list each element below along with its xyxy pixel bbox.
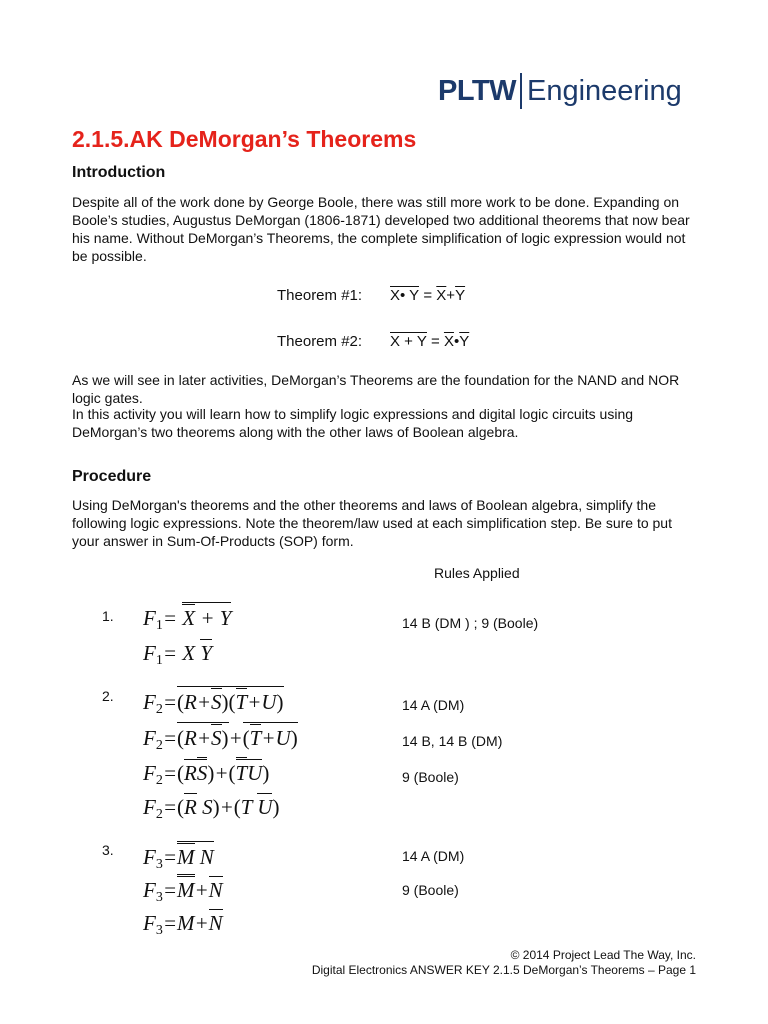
problem-3-rule-1: 14 A (DM) [402, 848, 465, 864]
problem-3-rule-2: 9 (Boole) [402, 882, 459, 898]
pltw-engineering-logo [438, 72, 682, 110]
problem-1-number: 1. [102, 608, 114, 624]
logo-brand: PLTW [438, 74, 516, 107]
problem-3-step-2: $F_3=M+N$ [143, 878, 223, 906]
procedure-heading: Procedure [72, 468, 152, 485]
after-theorems-paragraph-2: In this activity you will learn how to simplify logic expressions and digital logic circuits using DeMorgan’s two theorems along with the other laws of Boolean algebra. [72, 406, 634, 440]
theorem-2: Theorem #2: X + Y = $\overline{X}$ • $\overline{Y}$ [277, 333, 470, 350]
theorem-2-rhs-b: $\overline{Y}$ [459, 333, 470, 350]
problem-3-step-3: $F_3=M+N$ [143, 911, 223, 938]
procedure-paragraph: Using DeMorgan's theorems and the other theorems and laws of Boolean algebra, simplify the following logic expressions. Note the theorem/law used at each simplification step. Be sure to put your answer in Sum-Of-Products (SOP) form. [72, 497, 672, 549]
theorem-1-lhs: X• Y [390, 287, 420, 304]
theorem-1-op: + [446, 287, 456, 304]
logo-division: Engineering [527, 74, 682, 107]
after-theorems-paragraph-1: As we will see in later activities, DeMorgan’s Theorems are the foundation for the NAND and NOR logic gates. [72, 372, 680, 406]
problem-3-number: 3. [102, 842, 114, 858]
footer-course-info: Digital Electronics ANSWER KEY 2.1.5 DeMorgan’s Theorems – Page 1 [311, 963, 696, 977]
theorem-2-op: • [453, 333, 460, 350]
introduction-heading: Introduction [72, 164, 166, 181]
introduction-paragraph: Despite all of the work done by George Boole, there was still more work to be done. Expanding on Boole’s studies, Augustus DeMorgan (1806-1871) developed two additional theorems that now bear his name. Without DeMorgan’s Theorems, the complete simplification of logic expression would not be possible. [72, 194, 690, 264]
theorem-2-rhs-a: $\overline{X}$ [443, 333, 454, 350]
problem-2-step-1: $F_2=(R+S)(T+U)$ [143, 690, 284, 718]
footer-copyright: © 2014 Project Lead The Way, Inc. [510, 948, 696, 962]
problem-2-step-2: $F_2=(R+S)+(T+U)$ [143, 726, 298, 754]
problem-1-step-1: $F_1= X + Y$ [143, 606, 231, 634]
problem-2-step-3: $F_2=(RS)+(TU)$ [143, 761, 269, 789]
logo-divider [520, 73, 522, 109]
theorem-2-lhs: X + Y [390, 333, 427, 350]
problem-2-step-4: $F_2=(R$ S)+(T U) [143, 795, 280, 822]
theorem-1-rhs-b: $\overline{Y}$ [455, 287, 466, 304]
problem-1-step-2: $F_1= X$ Y [143, 641, 213, 668]
problem-1-rule-1: 14 B (DM ) ; 9 (Boole) [402, 615, 539, 631]
theorem-2-label: Theorem #2: [277, 333, 363, 350]
problem-3-step-1: $F_3=M$ N [143, 845, 214, 873]
problem-2-rule-1: 14 A (DM) [402, 697, 465, 713]
rules-applied-heading: Rules Applied [434, 565, 520, 581]
theorem-1-rhs-a: $\overline{X}$ [436, 287, 447, 304]
problem-2-rule-2: 14 B, 14 B (DM) [402, 733, 503, 749]
document-title: 2.1.5.AK DeMorgan’s Theorems [72, 126, 417, 152]
theorem-1-label: Theorem #1: [277, 287, 363, 304]
theorem-1: Theorem #1: X• Y = $\overline{X}$ + $\overline{Y}$ [277, 287, 466, 304]
problem-2-number: 2. [102, 688, 114, 704]
problem-2-rule-3: 9 (Boole) [402, 769, 459, 785]
